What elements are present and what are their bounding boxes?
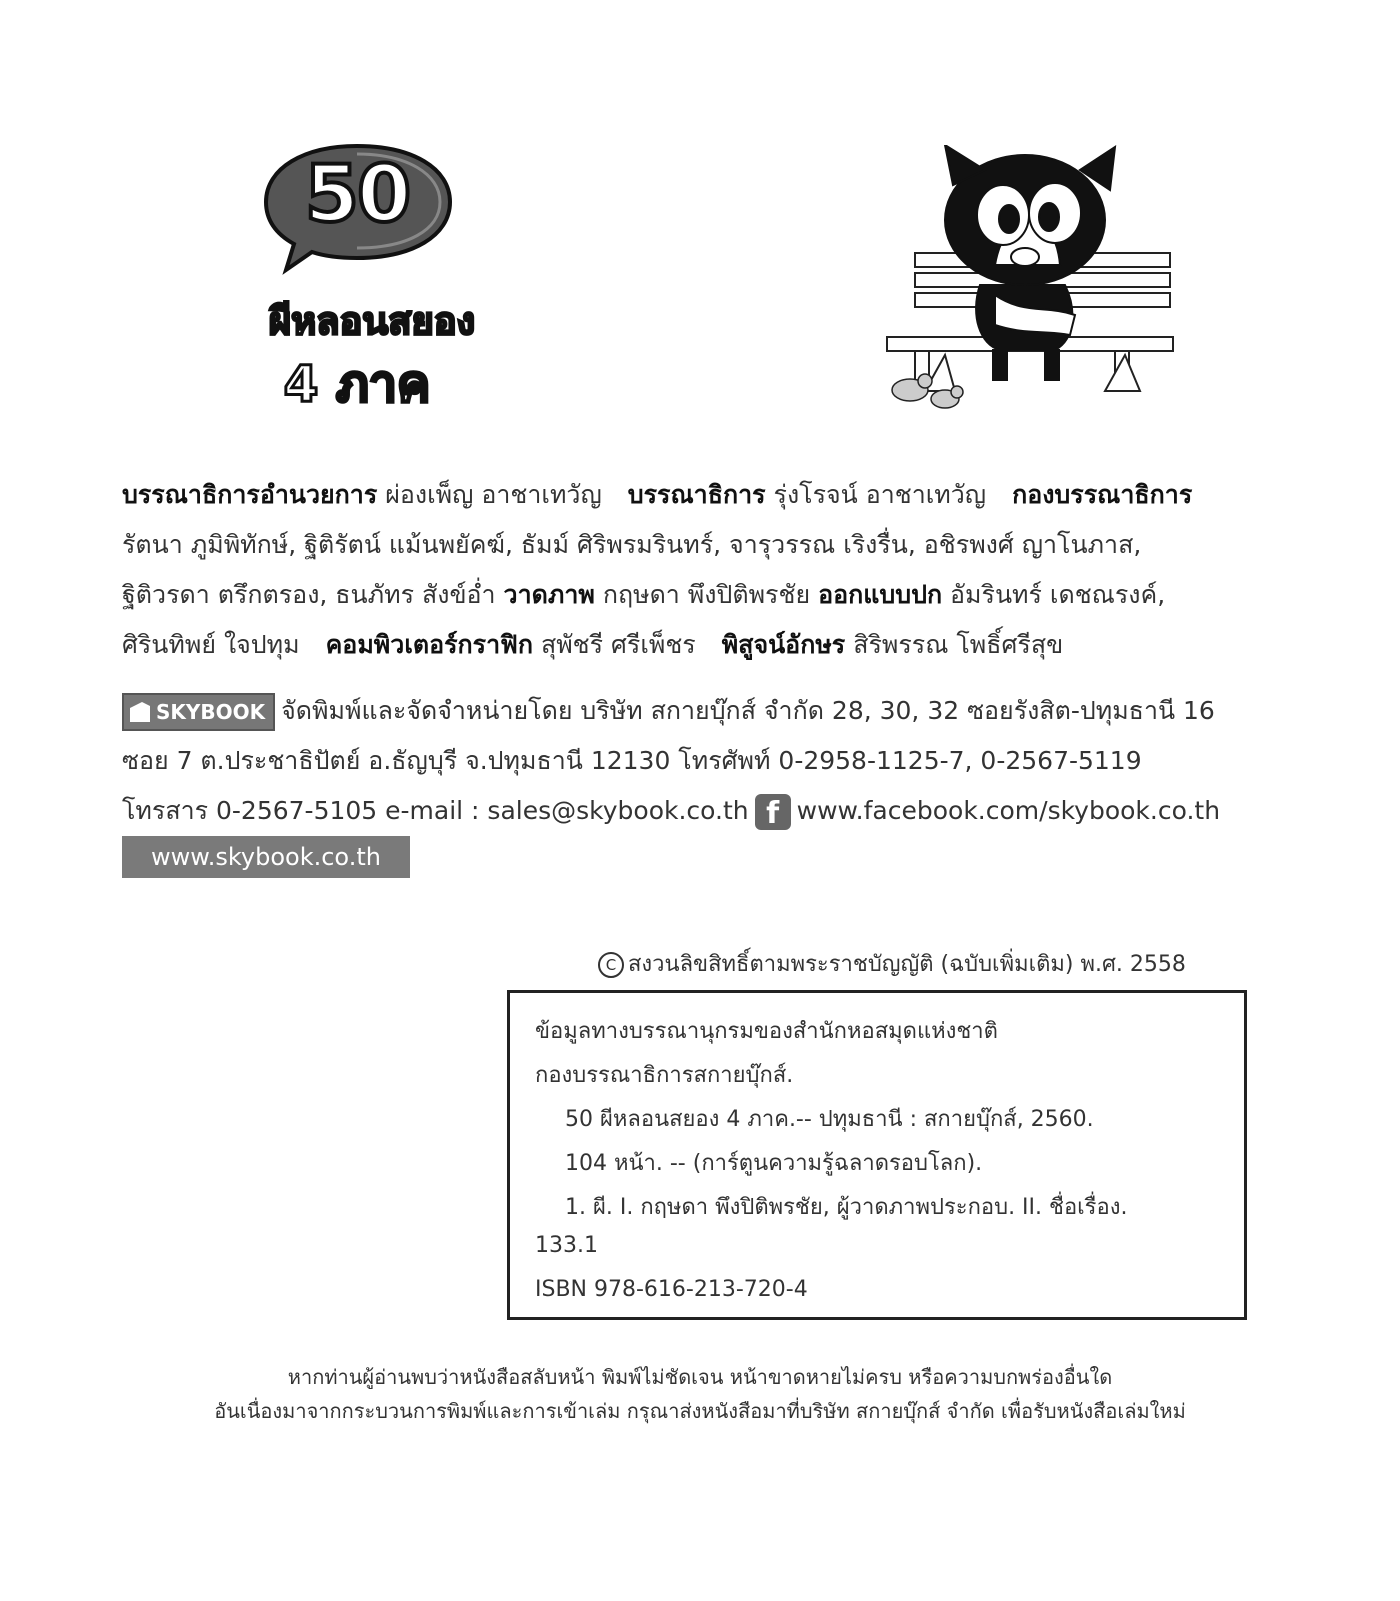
proof-name: สิริพรรณ โพธิ์ศรีสุข — [853, 630, 1064, 659]
catalog-classification: 133.1 — [535, 1233, 598, 1258]
facebook-url[interactable]: www.facebook.com/skybook.co.th — [796, 796, 1221, 825]
notice-line-2: อันเนื่องมาจากกระบวนการพิมพ์และการเข้าเล่ม กรุณาส่งหนังสือมาที่บริษัท สกายบุ๊กส์ จำกัด เพื่อรับหนังสือเล่มใหม่ — [214, 1399, 1186, 1423]
graphic-label: คอมพิวเตอร์กราฟิก — [325, 630, 533, 659]
catalog-author: กองบรรณาธิการสกายบุ๊กส์. — [535, 1063, 794, 1088]
publisher-address-1: จัดพิมพ์และจัดจำหน่ายโดย บริษัท สกายบุ๊กส์ จำกัด 28, 30, 32 ซอยรังสิต-ปทุมธานี 16 — [281, 696, 1215, 725]
illustrator-name: กฤษดา พึงปิติพรชัย — [602, 580, 811, 609]
catalog-subjects: 1. ผี. I. กฤษดา พึงปิติพรชัย, ผู้วาดภาพประกอบ. II. ชื่อเรื่อง. — [565, 1195, 1128, 1220]
publisher-info — [122, 686, 1272, 836]
cover-name: อัมรินทร์ เดชณรงค์, — [950, 580, 1166, 609]
book-icon — [130, 702, 150, 722]
skybook-logo — [122, 693, 275, 731]
catalog-heading: ข้อมูลทางบรรณานุกรมของสำนักหอสมุดแห่งชาติ — [535, 1019, 998, 1044]
board-names-line3: ฐิติวรดา ตรึกตรอง, ธนภัทร สังข์อ่ำ — [122, 580, 496, 609]
catalog-isbn: ISBN 978-616-213-720-4 — [535, 1277, 808, 1302]
facebook-icon: f — [755, 794, 791, 830]
proof-label: พิสูจน์อักษร — [721, 630, 846, 659]
book-logo — [262, 140, 492, 425]
credits-line-4 — [122, 620, 1272, 670]
skybook-brand: SKYBOOK — [156, 700, 266, 724]
cover-label: ออกแบบปก — [818, 580, 943, 609]
cover-name-line4: ศิรินทิพย์ ใจปทุม — [122, 630, 300, 659]
copyright-notice — [598, 946, 1186, 981]
editor-label: บรรณาธิการ — [627, 480, 766, 509]
notice-line-1: หากท่านผู้อ่านพบว่าหนังสือสลับหน้า พิมพ์ไม่ชัดเจน หน้าขาดหายไม่ครบ หรือความบกพร่องอื่นใด — [287, 1365, 1113, 1389]
defect-notice — [100, 1360, 1300, 1428]
copyright-icon: C — [598, 952, 624, 978]
credits-line-2: รัตนา ภูมิพิทักษ์, ฐิติรัตน์ แม้นพยัคฆ์, ธัมม์ ศิริพรมรินทร์, จารุวรรณ เริงรื่น, อชิรพงศ์ ญาโนภาส, — [122, 530, 1142, 559]
publisher-line-1 — [122, 686, 1272, 736]
website-link[interactable]: www.skybook.co.th — [122, 836, 410, 878]
credits-line-1 — [122, 470, 1272, 520]
catalog-pages: 104 หน้า. -- (การ์ตูนความรู้ฉลาดรอบโลก). — [565, 1151, 983, 1176]
publisher-address-2: ซอย 7 ต.ประชาธิปัตย์ อ.ธัญบุรี จ.ปทุมธานี 12130 โทรศัพท์ 0-2958-1125-7, 0-2567-5119 — [122, 746, 1142, 775]
graphic-name: สุพัชรี ศรีเพ็ชร — [540, 630, 696, 659]
director-name: ผ่องเพ็ญ อาชาเทวัญ — [385, 480, 602, 509]
logo-title-line1: ผีหลอนสยอง — [268, 299, 476, 343]
cat-on-bench-illustration — [885, 145, 1180, 415]
editorial-credits — [122, 470, 1272, 670]
logo-number: 50 — [304, 150, 410, 240]
director-label: บรรณาธิการอำนวยการ — [122, 480, 378, 509]
catalog-title: 50 ผีหลอนสยอง 4 ภาค.-- ปทุมธานี : สกายบุ๊กส์, 2560. — [565, 1107, 1094, 1132]
publisher-line-3 — [122, 786, 1272, 836]
credits-line-3 — [122, 570, 1272, 620]
editor-name: รุ่งโรจน์ อาชาเทวัญ — [773, 480, 987, 509]
logo-title-line2: 4 ภาค — [283, 355, 431, 413]
illustrator-label: วาดภาพ — [503, 580, 595, 609]
contact-fax-email: โทรสาร 0-2567-5105 e-mail : sales@skybook.co.th — [122, 796, 749, 825]
cataloging-data-box — [507, 990, 1247, 1320]
board-label: กองบรรณาธิการ — [1012, 480, 1193, 509]
copyright-text: สงวนลิขสิทธิ์ตามพระราชบัญญัติ (ฉบับเพิ่มเติม) พ.ศ. 2558 — [628, 952, 1186, 977]
